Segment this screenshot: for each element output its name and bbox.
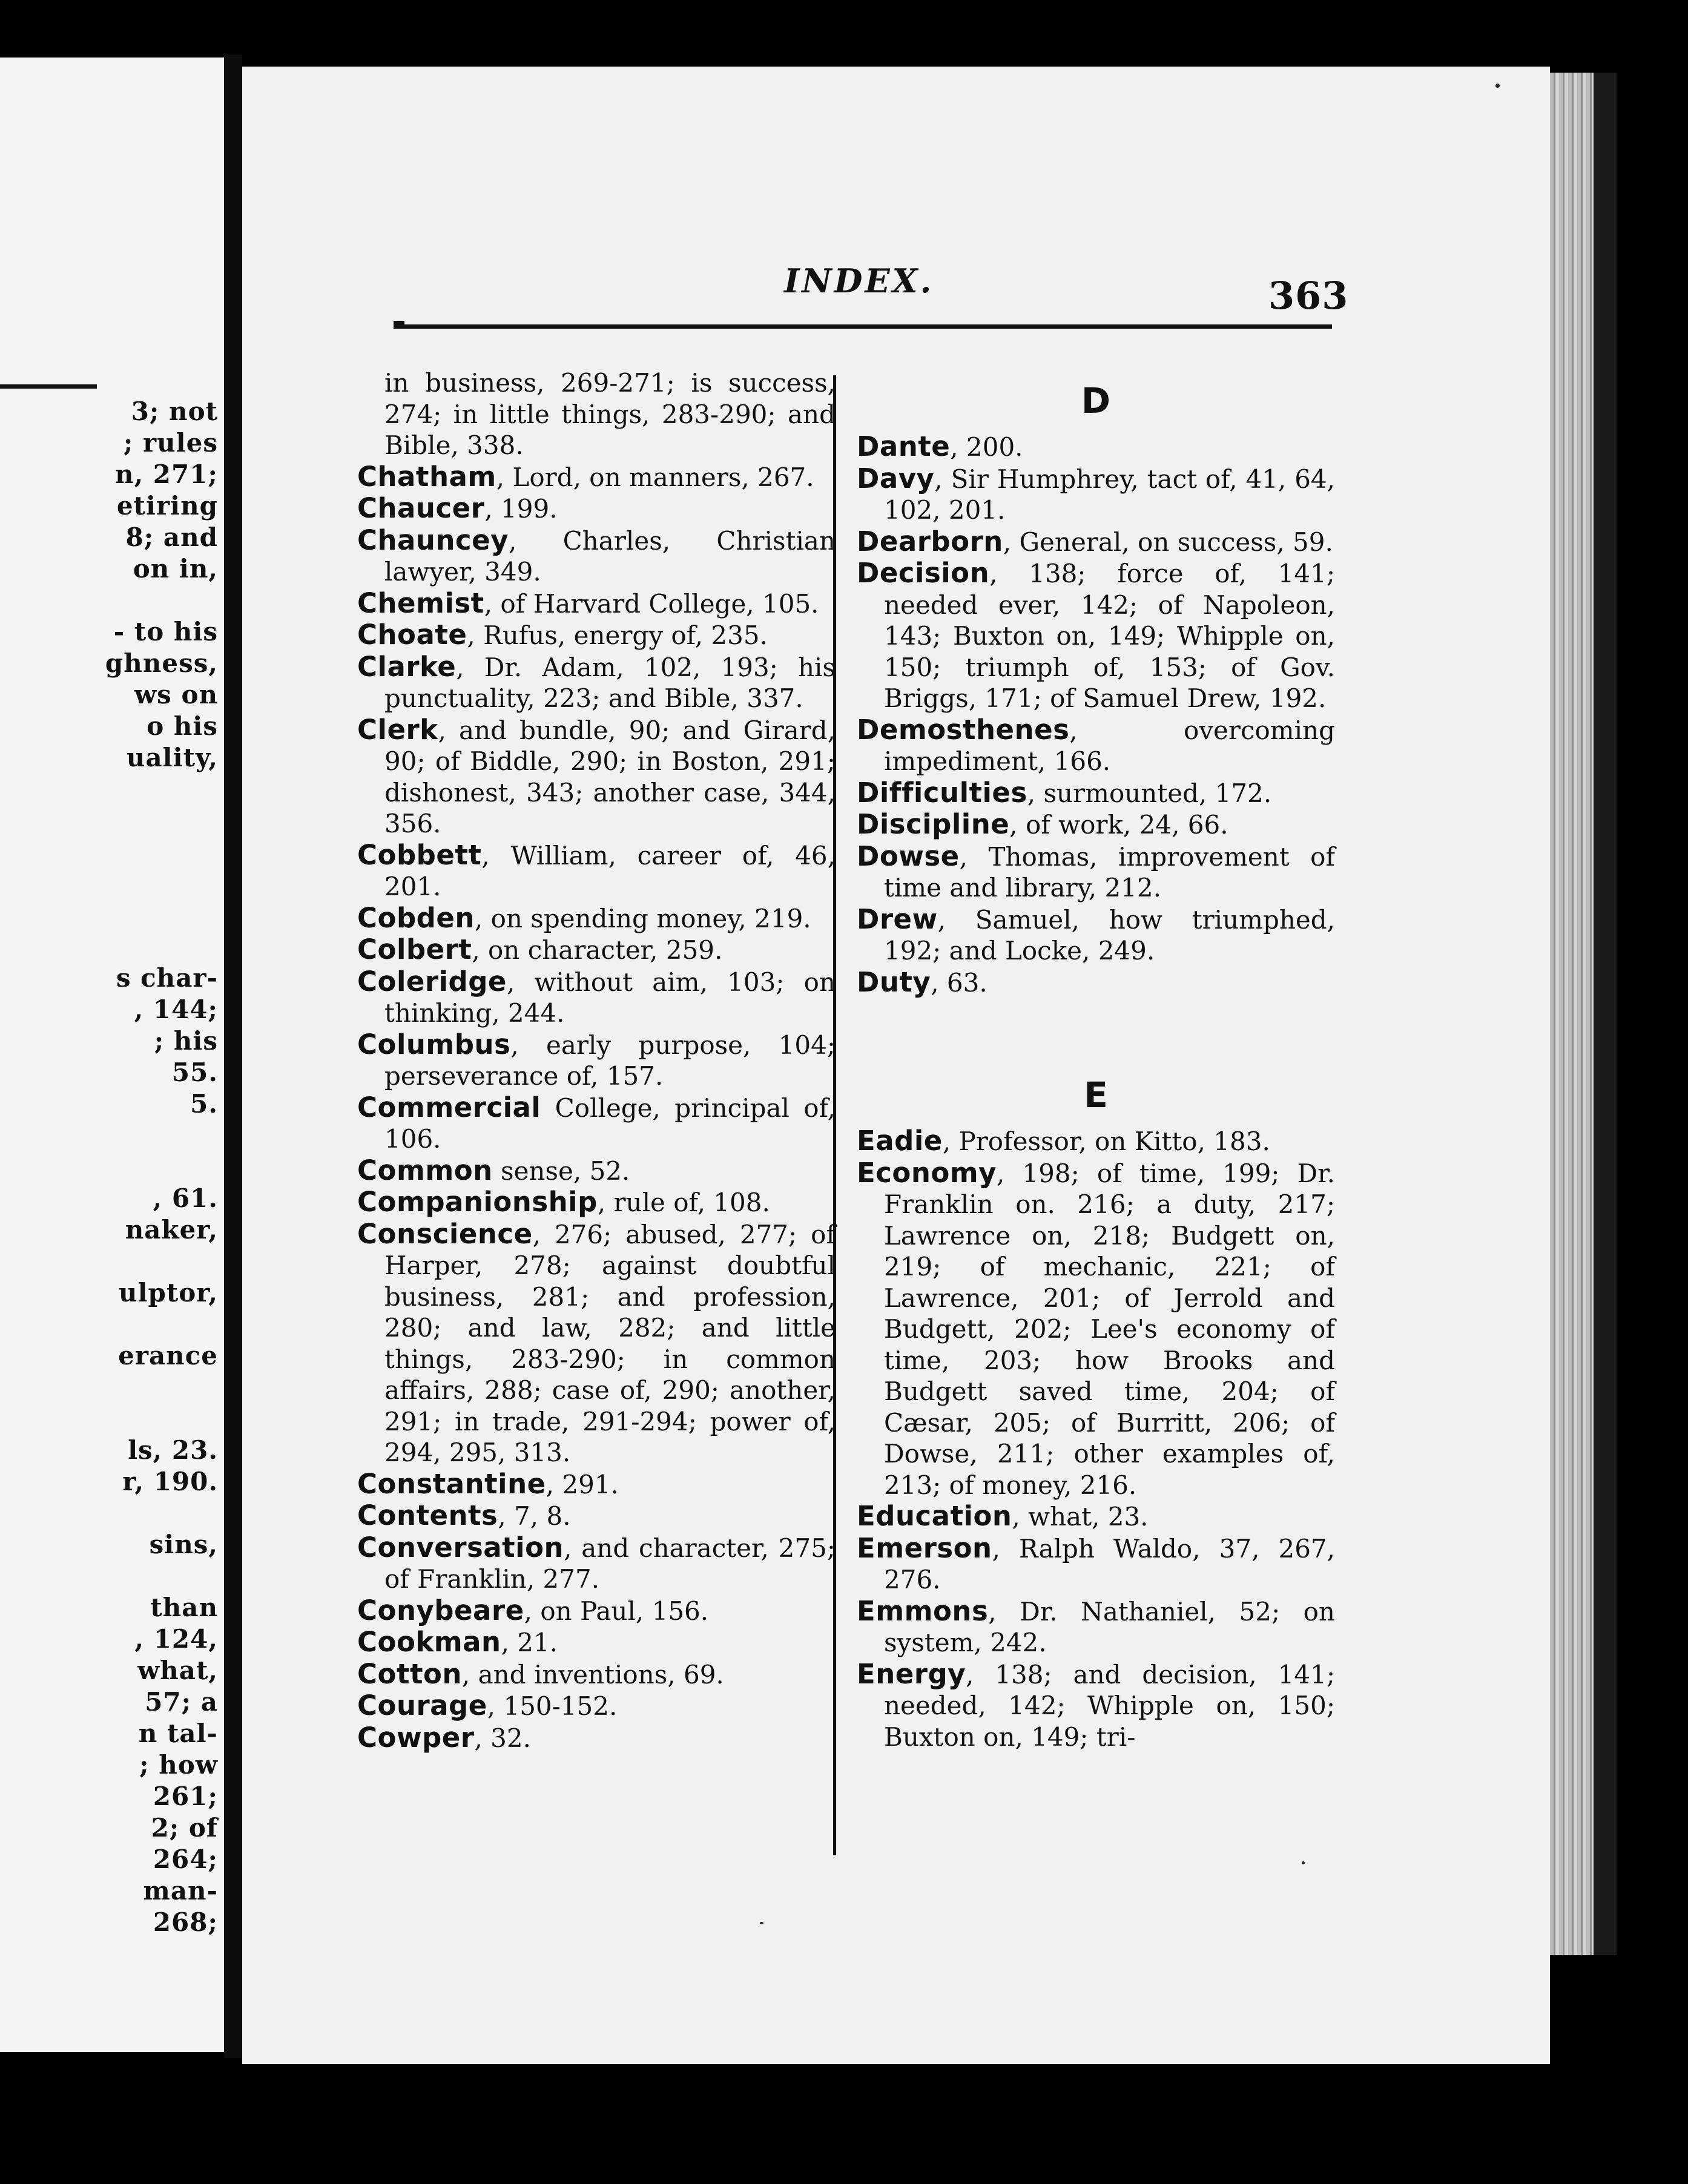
section-letter-e: E	[1084, 1074, 1108, 1116]
left-page-line: 55.	[171, 1057, 218, 1087]
index-references: , Thomas, improvement of time and library, 212.	[884, 841, 1335, 903]
index-references: , Rufus, energy of, 235.	[467, 620, 768, 650]
index-entry	[357, 461, 836, 493]
index-headword: Emmons	[857, 1594, 989, 1627]
left-page-line: erance	[118, 1341, 218, 1370]
index-references: sense, 52.	[492, 1156, 630, 1186]
left-page-line: 261;	[153, 1781, 218, 1811]
index-entry	[357, 966, 836, 1029]
index-references: , on Paul, 156.	[524, 1596, 709, 1626]
header-rule	[394, 324, 1332, 329]
section-d-entries	[857, 431, 1335, 998]
left-page-line: ls, 23.	[128, 1435, 218, 1465]
index-entry	[357, 1029, 836, 1092]
index-headword: Choate	[357, 619, 467, 651]
running-header-title: INDEX.	[784, 261, 934, 300]
index-references: , 138; force of, 141; needed ever, 142; of Napoleon, 143; Buxton on, 149; Whipple on, 150; triumph of, 153; of Gov. Briggs, 171; of Samuel Drew, 192.	[884, 559, 1335, 713]
left-page-line: 57; a	[145, 1687, 218, 1717]
index-headword: Decision	[857, 557, 990, 589]
index-headword: Companionship	[357, 1186, 598, 1218]
left-page-fragment	[0, 58, 224, 2052]
index-references: , Dr. Nathaniel, 52; on system, 242.	[884, 1596, 1335, 1657]
left-header-rule	[0, 384, 97, 389]
left-page-line: ws on	[134, 680, 218, 709]
index-entry	[357, 934, 836, 966]
left-page-line: 264;	[153, 1844, 218, 1874]
index-headword: Cobbett	[357, 838, 482, 871]
index-references: , and inventions, 69.	[461, 1659, 724, 1689]
index-headword: Emerson	[857, 1531, 992, 1564]
left-page-line: naker,	[125, 1215, 218, 1245]
left-page-line: 2; of	[151, 1813, 218, 1843]
index-entry	[357, 1626, 836, 1659]
left-page-line: on in,	[133, 554, 218, 584]
index-references: , 63.	[931, 967, 987, 998]
index-entry	[857, 463, 1335, 526]
left-page-line: 3; not	[131, 396, 218, 426]
index-references: , Sir Humphrey, tact of, 41, 64, 102, 201.	[884, 464, 1335, 525]
index-references: , 150-152.	[487, 1691, 618, 1721]
index-references: , on character, 259.	[472, 935, 723, 965]
index-references: , William, career of, 46, 201.	[384, 840, 836, 901]
left-page-line: 5.	[190, 1089, 218, 1119]
left-page-line: sins,	[149, 1530, 218, 1559]
index-entry	[357, 1469, 836, 1501]
index-references: , and character, 275; of Franklin, 277.	[384, 1533, 836, 1594]
index-references: , of work, 24, 66.	[1009, 810, 1228, 840]
page-number: 363	[1268, 274, 1349, 318]
left-page-line: n tal-	[138, 1719, 218, 1748]
index-entry	[357, 714, 836, 840]
left-page-line: than	[150, 1593, 218, 1622]
index-references: , overcoming impediment, 166.	[884, 715, 1335, 776]
index-headword: Energy	[857, 1657, 966, 1690]
index-headword: Drew	[857, 903, 938, 935]
index-headword: Eadie	[857, 1125, 943, 1157]
index-headword: Coleridge	[357, 965, 507, 998]
index-headword: Common	[357, 1154, 493, 1186]
left-page-line: o his	[147, 711, 218, 741]
index-entry	[357, 1659, 836, 1691]
left-page-line: 268;	[153, 1907, 218, 1937]
index-references: , 21.	[501, 1628, 558, 1657]
index-entry	[357, 1722, 836, 1754]
index-references: , and bundle, 90; and Girard, 90; of Biddle, 290; in Boston, 291; dishonest, 343; another case, 344, 356.	[384, 715, 836, 838]
section-letter-d: D	[1081, 380, 1111, 421]
index-entry	[357, 1595, 836, 1627]
print-speck	[1495, 84, 1500, 88]
left-page-line: , 144;	[134, 995, 218, 1024]
index-entry	[357, 1690, 836, 1722]
index-entry	[357, 651, 836, 714]
index-column-left	[357, 367, 836, 1754]
index-headword: Chemist	[357, 587, 484, 619]
index-references: , rule of, 108.	[597, 1188, 770, 1217]
index-references: , on spending money, 219.	[474, 903, 811, 933]
index-headword: Columbus	[357, 1028, 511, 1061]
index-headword: Commercial	[357, 1091, 541, 1123]
index-headword: Demosthenes	[857, 713, 1070, 746]
index-headword: Dearborn	[857, 525, 1003, 558]
left-page-line: man-	[143, 1876, 218, 1906]
index-references: , 32.	[474, 1723, 531, 1753]
print-speck	[1302, 1861, 1305, 1864]
index-entry	[857, 777, 1335, 809]
index-references: College, principal of, 106.	[384, 1093, 836, 1154]
index-headword: Chatham	[357, 460, 496, 493]
index-entry	[857, 558, 1335, 714]
left-page-line: r, 190.	[122, 1467, 218, 1496]
index-column-right	[857, 377, 1335, 1752]
index-references: , 199.	[484, 494, 558, 524]
index-entry	[357, 903, 836, 935]
index-entry	[357, 588, 836, 620]
index-references: , Ralph Waldo, 37, 267, 276.	[884, 1533, 1335, 1594]
index-entry	[357, 1092, 836, 1155]
index-headword: Colbert	[357, 933, 472, 965]
index-headword: Dowse	[857, 840, 960, 872]
index-references: , 291.	[546, 1469, 619, 1499]
index-headword: Difficulties	[857, 776, 1027, 809]
left-page-line: , 61.	[153, 1183, 218, 1213]
index-headword: Chaucer	[357, 492, 485, 524]
left-page-line: ; how	[139, 1750, 218, 1780]
left-page-line: ; his	[154, 1026, 218, 1056]
index-entry	[357, 493, 836, 525]
index-headword: Davy	[857, 462, 935, 495]
index-headword: Chauncey	[357, 524, 509, 556]
index-references: , 198; of time, 199; Dr. Franklin on. 216; a duty, 217; Lawrence on, 218; Budgett on, 219; of mechanic, 221; of Lawrence, 201; of Jerrold and Budgett, 202; Lee's economy of time, 203; how Brooks and Budgett saved time, 204; of Cæsar, 205; of Burritt, 206; of Dowse, 211; other examples of, 213; of money, 216.	[884, 1158, 1335, 1500]
left-page-line: etiring	[116, 491, 218, 521]
index-headword: Cowper	[357, 1721, 475, 1754]
index-headword: Conscience	[357, 1217, 533, 1250]
index-references: , General, on success, 59.	[1003, 527, 1333, 557]
index-entry	[357, 525, 836, 588]
index-references: , Dr. Adam, 102, 193; his punctuality, 223; and Bible, 337.	[384, 652, 836, 713]
index-entry	[357, 1532, 836, 1595]
index-headword: Conybeare	[357, 1594, 524, 1626]
index-entry	[857, 904, 1335, 967]
index-headword: Courage	[357, 1689, 487, 1722]
book-gutter	[224, 54, 242, 2058]
index-entry	[357, 840, 836, 903]
index-headword: Cotton	[357, 1657, 462, 1690]
index-headword: Conversation	[357, 1531, 564, 1564]
left-page-line: , 124,	[134, 1624, 218, 1654]
index-references: , Samuel, how triumphed, 192; and Locke, 249.	[884, 904, 1335, 965]
index-headword: Constantine	[357, 1467, 546, 1500]
left-page-line: ghness,	[105, 648, 218, 678]
index-entry	[857, 526, 1335, 558]
index-entry	[857, 841, 1335, 904]
index-entry	[857, 1596, 1335, 1659]
left-page-line: what,	[137, 1656, 218, 1685]
index-entry	[357, 1155, 836, 1187]
index-headword: Economy	[857, 1156, 997, 1189]
left-page-line: s char-	[116, 963, 218, 993]
index-entry	[857, 967, 1335, 999]
index-headword: Duty	[857, 965, 931, 998]
index-references: , 276; abused, 277; of Harper, 278; against doubtful business, 281; and profession, 280; and law, 282; and little things, 283-290; in common affairs, 288; case of, 290; another, 291; in trade, 291-294; power of, 294, 295, 313.	[384, 1219, 836, 1467]
index-headword: Cookman	[357, 1626, 501, 1658]
index-references: , Professor, on Kitto, 183.	[942, 1127, 1270, 1156]
print-speck	[760, 1922, 763, 1924]
index-entry	[857, 1157, 1335, 1501]
index-references: , Lord, on manners, 267.	[496, 462, 814, 492]
index-headword: Clerk	[357, 713, 438, 746]
left-page-line: ; rules	[123, 428, 218, 458]
index-references: , surmounted, 172.	[1027, 778, 1272, 808]
index-entry	[357, 619, 836, 651]
index-entry	[857, 1659, 1335, 1753]
index-entry	[357, 1186, 836, 1219]
index-entry	[857, 1533, 1335, 1596]
index-entry	[857, 431, 1335, 463]
index-headword: Discipline	[857, 808, 1010, 840]
index-entry	[857, 1125, 1335, 1157]
index-entry	[357, 367, 836, 461]
index-references: , what, 23.	[1012, 1502, 1149, 1531]
index-references: in business, 269-271; is success, 274; in little things, 283-290; and Bible, 338.	[384, 368, 836, 460]
index-references: , 138; and decision, 141; needed, 142; Whipple on, 150; Buxton on, 149; tri-	[884, 1659, 1335, 1752]
left-page-line: - to his	[113, 617, 218, 646]
index-entry	[857, 714, 1335, 777]
index-references: , 200.	[950, 432, 1023, 462]
index-references: , of Harvard College, 105.	[484, 588, 819, 619]
index-entry	[857, 809, 1335, 841]
page-edges-shadow	[1594, 73, 1617, 1955]
index-headword: Contents	[357, 1499, 498, 1531]
index-references: , without aim, 103; on thinking, 244.	[384, 967, 836, 1028]
left-page-line: uality,	[126, 743, 218, 772]
index-headword: Dante	[857, 430, 951, 462]
index-references: , early purpose, 104; perseverance of, 157.	[384, 1030, 836, 1091]
section-e-entries	[857, 1125, 1335, 1752]
left-page-line: ulptor,	[119, 1278, 218, 1307]
index-headword: Clarke	[357, 650, 457, 683]
left-page-line: 8; and	[125, 522, 218, 552]
index-references: , 7, 8.	[498, 1501, 571, 1531]
index-headword: Education	[857, 1500, 1012, 1532]
index-headword: Cobden	[357, 901, 475, 934]
index-entry	[357, 1219, 836, 1469]
index-entry	[857, 1501, 1335, 1533]
index-entry	[357, 1500, 836, 1532]
left-page-line: n, 271;	[115, 459, 218, 489]
index-references: , Charles, Christian lawyer, 349.	[384, 525, 836, 587]
